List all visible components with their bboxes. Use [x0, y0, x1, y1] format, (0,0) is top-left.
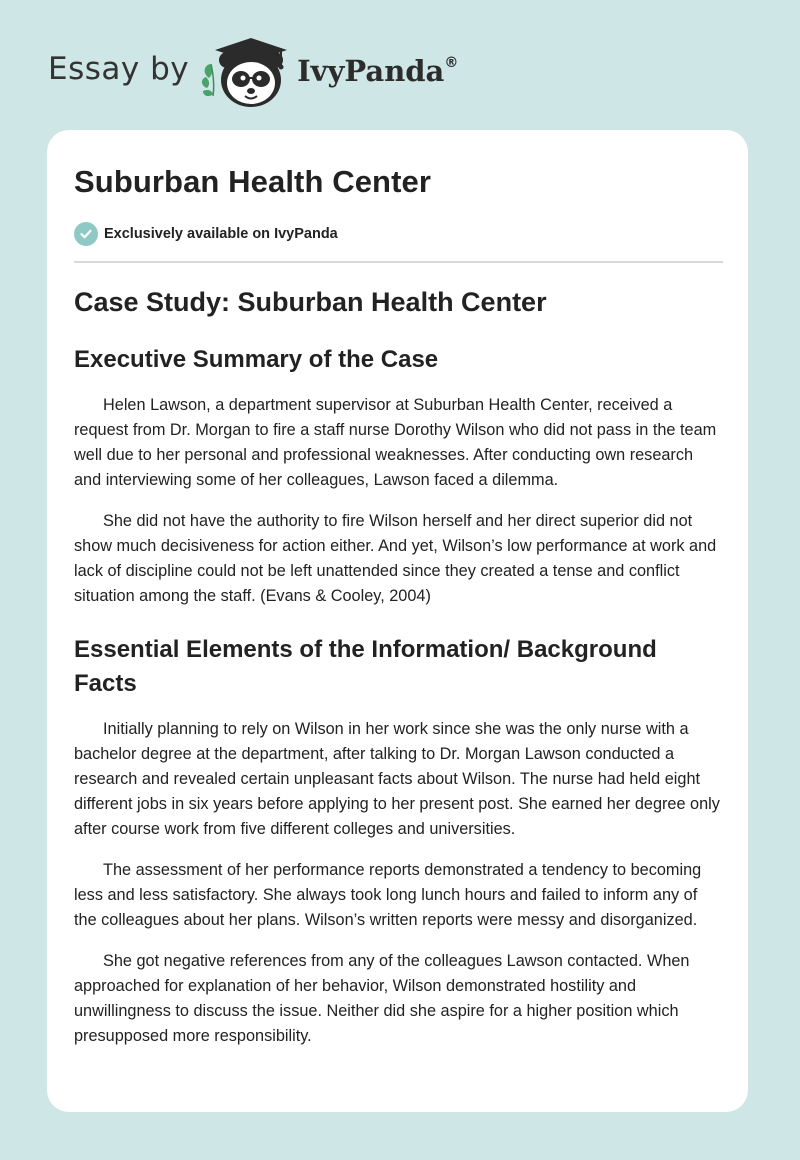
section-heading: Executive Summary of the Case: [74, 346, 439, 373]
paragraph: The assessment of her performance reports demonstrated a tendency to becoming less and less satisfactory. She always took long lunch hours and failed to inform any of the colleagues about her plans. Wilson’s written reports were messy and disorganized.: [74, 861, 702, 929]
paragraph: Initially planning to rely on Wilson in her work since she was the only nurse with a bachelor degree at the department, after talking to Dr. Morgan Lawson conducted a research and revealed certain unpleasant facts about Wilson. The nurse had held eight different jobs in six years before applying to her present post. She earned her degree only after course work from five different colleges and universities.: [74, 720, 720, 838]
check-icon: [74, 222, 98, 246]
site-header: [48, 34, 748, 110]
registered-mark: ®: [444, 55, 459, 71]
divider: [74, 261, 723, 263]
exclusive-badge: [74, 221, 338, 247]
paragraph: Helen Lawson, a department supervisor at Suburban Health Center, received a request from Dr. Morgan to fire a staff nurse Dorothy Wilson who did not pass in the team well due to her personal and professional weaknesses. After conducting own research and interviewing some of her colleagues, Lawson faced a dilemma.: [74, 396, 717, 489]
panda-graduate-icon[interactable]: [201, 34, 293, 110]
paragraph: She got negative references from any of the colleagues Lawson contacted. When approached for explanation of her behavior, Wilson demonstrated hostility and unwillingness to discuss the issue. Neither did she aspire for a higher position which presupposed more responsibility.: [74, 952, 690, 1045]
section-heading: Essential Elements of the Information/ Background Facts: [74, 636, 657, 697]
document-body: [74, 285, 723, 1049]
document-card: [47, 130, 748, 1112]
brand-name[interactable]: IvyPanda®: [297, 54, 459, 88]
brand-prefix: Essay by: [48, 51, 190, 87]
badge-text: Exclusively available on IvyPanda: [104, 226, 338, 242]
document-title: Suburban Health Center: [74, 164, 432, 199]
main-heading: Case Study: Suburban Health Center: [74, 287, 547, 317]
paragraph: She did not have the authority to fire Wilson herself and her direct superior did not show much decisiveness for action either. And yet, Wilson’s low performance at work and lack of discipline could not be left unattended since they created a tense and conflict situation among the staff. (Evans & Cooley, 2004): [74, 512, 717, 605]
